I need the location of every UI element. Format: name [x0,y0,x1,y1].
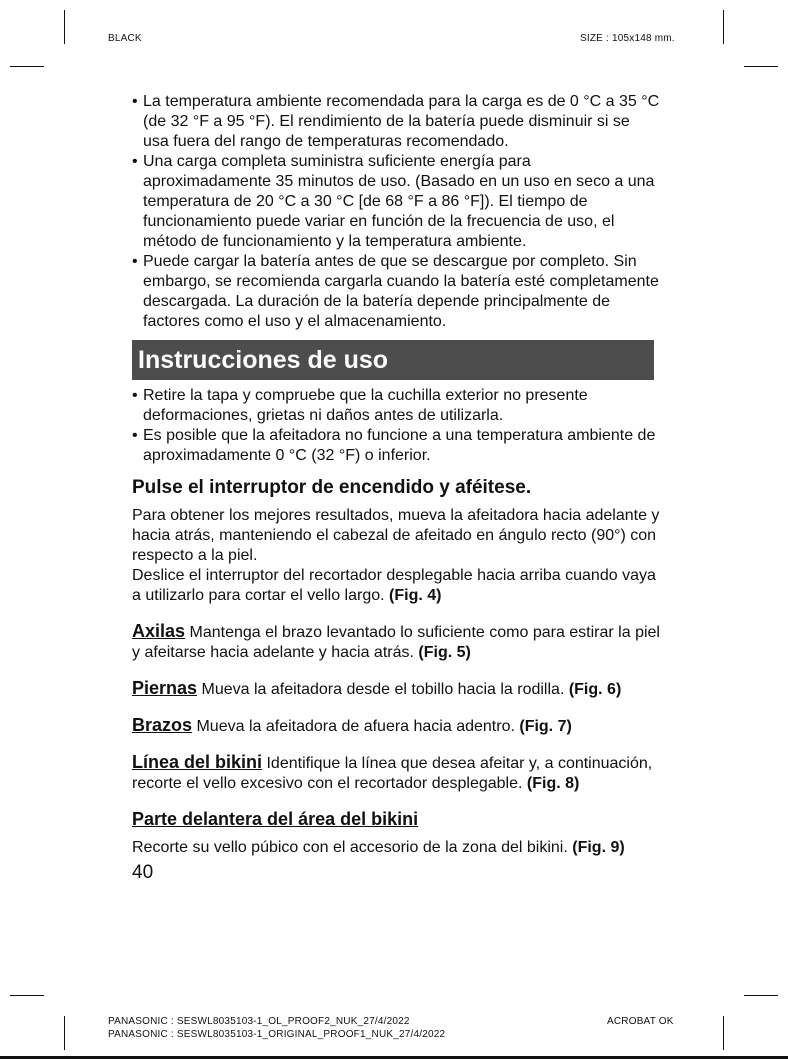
crop-mark-bottom-right [723,1016,724,1050]
page-content [132,92,660,884]
area-label-axilas: Axilas [132,621,186,641]
area-text-piernas: Mueva la afeitadora desde el tobillo hacia la rodilla. [197,681,569,698]
bullet-charge-temperature: • La temperatura ambiente recomendada para la carga es de 0 °C a 35 °C (de 32 °F a 95 °F). El rendimiento de la batería puede disminuir si se usa fuera del rango de temperaturas recomendado. [132,92,660,152]
fig-7-ref: (Fig. 7) [519,718,572,735]
crop-mark-bottom-left [64,1016,65,1050]
size-label: SIZE : 105x148 mm. [580,33,675,44]
area-piernas [132,678,660,700]
area-axilas [132,621,660,663]
subheading: Pulse el interruptor de encendido y aféitese. [132,477,532,498]
crop-mark-top-right [723,10,724,44]
crop-mark-top-left [64,10,65,44]
crop-mark-bottom-right-h [744,995,778,996]
front-bikini-heading: Parte delantera del área del bikini [132,809,419,829]
page-number: 40 [132,862,154,883]
crop-mark-top-right-h [744,66,778,67]
footer-status: ACROBAT OK [607,1016,674,1027]
crop-mark-top-left-h [10,66,44,67]
trimmer-paragraph [132,566,660,606]
area-text-bikini-line: Identifique la línea que desea afeitar y, a continuación, recorte el vello excesivo con el recortador desplegable. [132,755,653,792]
trimmer-text: Deslice el interruptor del recortador desplegable hacia arriba cuando vaya a utilizarlo para cortar el vello largo. [132,567,656,604]
crop-mark-bottom-left-h [10,995,44,996]
bullet-charge-anytime: • Puede cargar la batería antes de que se descargue por completo. Sin embargo, se recomienda cargarla cuando la batería esté completamente descargada. La duración de la batería depende principalmente de factores como el uso y el almacenamiento. [132,252,660,332]
area-label-piernas: Piernas [132,678,198,698]
bullet-full-charge: • Una carga completa suministra suficiente energía para aproximadamente 35 minutos de uso. (Basado en un uso en seco a una temperatura de 20 °C a 30 °C [de 68 °F a 86 °F]). El tiempo de funcionamiento puede variar en función de la frecuencia de uso, el método de funcionamiento y la temperatura ambiente. [132,152,660,252]
bullet-low-temperature: • Es posible que la afeitadora no funcione a una temperatura ambiente de aproximadamente 0 °C (32 °F) o inferior. [132,426,660,466]
fig-8-ref: (Fig. 8) [526,775,580,792]
area-label-bikini-line: Línea del bikini [132,752,263,772]
fig-5-ref: (Fig. 5) [418,644,471,661]
fig-6-ref: (Fig. 6) [568,681,622,698]
footer-proof-line-2: PANASONIC : SESWL8035103-1_ORIGINAL_PROOF1_NUK_27/4/2022 [108,1029,446,1040]
area-label-brazos: Brazos [132,715,193,735]
intro-paragraph: Para obtener los mejores resultados, mueva la afeitadora hacia adelante y hacia atrás, manteniendo el cabezal de afeitado en ángulo recto (90°) con respecto a la piel. [132,507,660,564]
area-text-axilas: Mantenga el brazo levantado lo suficiente como para estirar la piel y afeitarse hacia adelante y hacia atrás. [132,624,660,661]
section-title: Instrucciones de uso [132,340,654,380]
bullet-check-cover: • Retire la tapa y compruebe que la cuchilla exterior no presente deformaciones, grietas ni daños antes de utilizarla. [132,386,660,426]
area-bikini-line [132,752,660,794]
fig-9-ref: (Fig. 9) [572,839,625,856]
area-text-brazos: Mueva la afeitadora de afuera hacia adentro. [192,718,520,735]
front-bikini-text: Recorte su vello púbico con el accesorio de la zona del bikini. [132,839,573,856]
front-bikini-paragraph [132,838,660,858]
color-label: BLACK [108,33,142,44]
footer-proof-line-1: PANASONIC : SESWL8035103-1_OL_PROOF2_NUK_27/4/2022 [108,1016,410,1027]
area-brazos [132,715,660,737]
fig-4-ref: (Fig. 4) [389,587,442,604]
